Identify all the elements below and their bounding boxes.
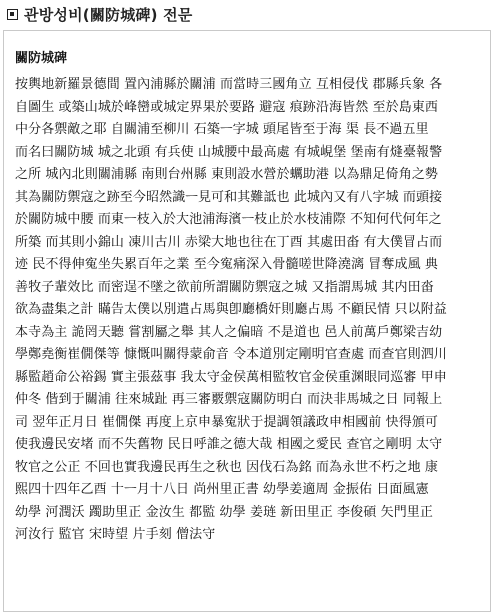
document-body <box>15 49 487 547</box>
document-line: 牧官之公正 不回也實我邊民再生之秋也 因伐石為銘 而為永世不朽之地 康 <box>15 459 439 475</box>
document-line: 司 翌年正月日 崔僩傑 再度上京申暴寃狀于提調領議政申相國前 快得頒可 <box>15 414 439 430</box>
document-line: 於關防城中腰 而東ㅡ枝入於大池浦海濱ㅡ枝止於水枝浦際 不知何代何年之 <box>15 212 442 227</box>
document-line: 仲冬 偕到于關浦 往來城趾 再三審覈禦寇關防明白 而決非馬城之日 同報上 <box>15 392 443 407</box>
document-line: 其為關防禦寇之跡至今昭然識ㅡ見可和其難詆也 此城內又有八字城 而頭接 <box>15 189 443 205</box>
document-line: 按輿地新羅景德間 置內浦縣於關浦 而當時三國角立 互相侵伐 郡縣兵象 各 <box>15 77 443 92</box>
page-header <box>0 0 496 28</box>
document-line: 河汝行 監官 宋時望 片手刻 僧法守 <box>15 527 216 542</box>
document-heading: 關防城碑 <box>15 51 68 66</box>
document-line: 幼學 河潤沃 躅助里正 金汝生 都監 幼學 姜琏 新田里正 李俊碩 矢門里正 <box>15 504 433 520</box>
checkbox-square-icon <box>7 9 18 20</box>
document-line: 善牧子輩效比 而密逞不墜之欲前所謂關防禦寇之城 又指謂馬城 其内田畓 <box>15 279 434 295</box>
document-line: 欲為盡集之計 瞞告太僕以別遣占馬與卽廳橋奸則廳占馬 不顧民情 只以附益 <box>15 302 447 317</box>
document-line: 熙四十四年乙酉 十ㅡ月十八日 尚州里正書 幼學姜適周 金振佑 日面風憲 <box>15 482 429 497</box>
page-title: 관방성비(關防城碑) 전문 <box>24 5 193 24</box>
document-line: 自圖生 或築山城於峰巒或城定界果於要路 避寇 痕跡沿海皆然 至於島東西 <box>15 99 439 115</box>
document-line: 本寺為主 詭罔天聽 嘗割屬之舉 其人之偏暗 不是道也 邑人前萬戶鄭梁吉幼 <box>15 324 443 340</box>
document-line: 迹 民不得伸寃坐失累百年之業 至今寃痛深入骨髓嗟世降澆漓 冒奪成風 典 <box>15 257 439 272</box>
document-line: 之所 城內北則關浦縣 南則台州縣 東則設水營於蠣助港 以為鼎足倚角之勢 <box>15 167 439 182</box>
document-frame <box>3 30 491 612</box>
document-line: 所築 而其則小錦山 凍川古川 赤梁大地也往在丁酉 其處田畓 有大僕冒占而 <box>15 234 443 250</box>
document-line: 中分各禦敵之耶 自關浦至柳川 石築ㅡ字城 頭尾皆至于海 渠 長不過五里 <box>15 122 429 137</box>
document-line: 學鄭堯衡崔僩傑等 慷慨叫關得蒙俞音 令本道別定剛明官查處 而查官則泗川 <box>15 347 447 362</box>
document-line: 縣監趙命公裕錫 實主張茲事 我太守金侯萬相監牧官金侯重渊眼同巡審 甲申 <box>15 369 447 385</box>
document-line: 而名曰關防城 城之北頭 有兵使 山城腰中最高處 有城峴堡 堡南有熢臺報警 <box>15 144 443 160</box>
document-line: 使我邊民安堵 而不失舊物 民日呼誰之德大哉 相國之愛民 查官之剛明 太守 <box>15 437 443 452</box>
